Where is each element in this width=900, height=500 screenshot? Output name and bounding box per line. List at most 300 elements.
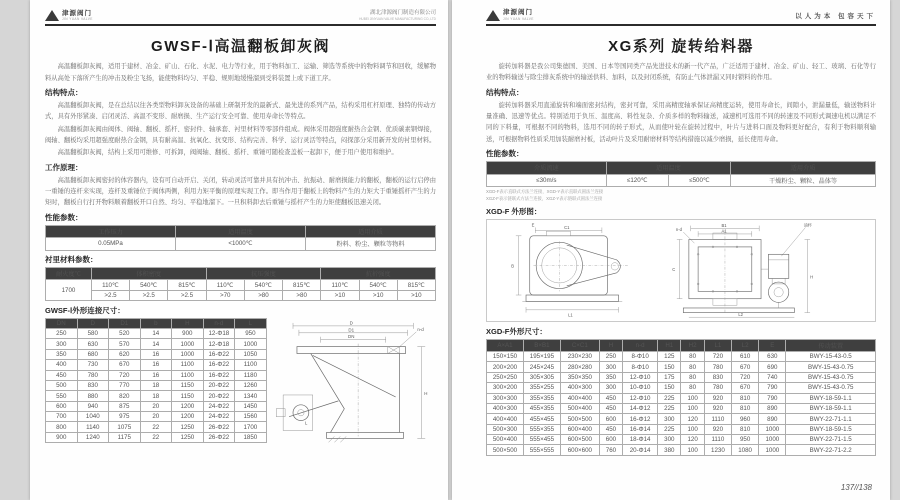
table-cell: 225 — [658, 424, 681, 434]
column-header: H1 — [658, 339, 681, 351]
table-cell: 20-Φ14 — [623, 445, 658, 455]
table-cell: BWY-18-59-1.1 — [786, 393, 876, 403]
table-cell: 1200 — [172, 401, 204, 411]
dim-label-c1: C1 — [564, 225, 570, 231]
table-cell: 1100 — [172, 370, 204, 380]
table-cell: 720 — [109, 370, 141, 380]
column-header: 适用介质 — [306, 225, 436, 237]
right-page-header — [486, 10, 876, 26]
principle-paragraph: 高温翻板卸灰阀密封的体容器内，设有可自动开启、关闭，转动灵活可靠并具有抗冲击、抗振动、耐磨损能力的翻板，翻板的运行启停由一重锤的连杆来实现，连杆及重锤位于阀体两侧，利用力矩平衡的原理实现工作。即当作用于翻板上的物料产生的力矩大于重锤摇杆产生的力矩时，翻板自行打开物料顺着翻板开口自然、均匀、平稳地溜下。一旦积料卸去后重锤与摇杆产生的力矩使翻板迅速关闭。 — [45, 176, 436, 207]
table-cell: 350 — [46, 349, 78, 359]
table-cell: 12-Φ18 — [203, 339, 235, 349]
table-row — [46, 360, 267, 370]
structure-heading: 结构特点： — [45, 88, 83, 98]
table-cell: 1100 — [172, 360, 204, 370]
table-cell: 1000 — [759, 424, 786, 434]
table-row — [487, 362, 876, 372]
table-cell: 670 — [109, 360, 141, 370]
table-cell: 975 — [109, 412, 141, 422]
table-cell: 100 — [681, 403, 704, 413]
column-header: L1 — [704, 339, 731, 351]
table-cell: 555×555 — [523, 445, 560, 455]
table-row — [46, 391, 267, 401]
structure-paragraph: 旋转加料器采用直通旋转和端面密封结构，密封可靠，采用高精度轴承保证高精度运转，使用寿命长，间隙小，泄漏量低，输送物料计量准确、迅速等优点。特别适用于负压、温度高、料性复杂、介质多样的物料输送，减速机可选用不同的转速及不同形式调速电机以满足不同的下料量，可根据不同的物料，选用不同的转子形式，从而使叶轮在旋转过程中，叶片与进料口面及物料更好配合，有利于物料顺利输送，可根据物料性质采用加装耐磨衬板，活动叶片及采用耐磨材料等结构措施以减少磨损，延长使用寿命。 — [486, 101, 876, 143]
table-cell: 干燥粉尘、颗粒、晶体等 — [731, 174, 876, 186]
column-header: H2 — [681, 339, 704, 351]
table-cell: 18 — [140, 391, 172, 401]
brand-name-en: JIN YUAN VALVE — [503, 16, 534, 21]
table-row — [46, 422, 267, 432]
lining-heading: 衬里材料参数： — [45, 255, 98, 265]
table-cell: 300×200 — [487, 383, 524, 393]
table-cell: 120 — [681, 435, 704, 445]
table-cell: 16-Φ22 — [203, 360, 235, 370]
table-cell: 780 — [704, 383, 731, 393]
valve-outline-drawing — [273, 318, 436, 466]
dim-label-nd: n-d — [675, 227, 682, 233]
column-header: 抗压强度 — [206, 268, 321, 280]
company-name: 湖北津源阀门制造有限公司 — [369, 10, 436, 16]
table-cell: 16-Φ22 — [203, 349, 235, 359]
table-cell: 720 — [732, 372, 759, 382]
table-cell: 14 — [140, 329, 172, 339]
table-cell: 100 — [681, 445, 704, 455]
table-cell: >80 — [283, 290, 321, 300]
table-cell: 280×280 — [560, 362, 599, 372]
table-cell: 380 — [658, 445, 681, 455]
oil-cup-label: 油杯 — [803, 222, 812, 228]
dim-label-dn: DN — [347, 333, 355, 339]
table-cell: 1260 — [235, 380, 267, 390]
dim-label-h: H — [810, 274, 814, 280]
table-cell: 150 — [658, 383, 681, 393]
table-cell: 1100 — [235, 360, 267, 370]
table-header-row — [46, 268, 436, 280]
table-cell: 10-Φ10 — [623, 383, 658, 393]
table-cell: 195×195 — [523, 352, 560, 362]
table-cell: 1450 — [235, 401, 267, 411]
table-row — [487, 174, 876, 186]
table-cell: 245×245 — [523, 362, 560, 372]
table-cell: 110℃ — [91, 280, 129, 290]
table-cell: 26-Φ22 — [203, 432, 235, 442]
table-header-row — [46, 225, 436, 237]
table-cell: <1000℃ — [176, 238, 306, 250]
table-cell: 550 — [46, 391, 78, 401]
table-cell: 920 — [704, 403, 731, 413]
table-row — [487, 393, 876, 403]
table-cell: 1000 — [172, 339, 204, 349]
table-cell: 80 — [681, 383, 704, 393]
table-cell: 20 — [140, 412, 172, 422]
table-cell: 1000 — [235, 339, 267, 349]
table-cell: 580 — [77, 329, 109, 339]
table-cell: 80 — [681, 352, 704, 362]
column-header: n-d — [623, 339, 658, 351]
table-cell: >10 — [321, 290, 359, 300]
table-cell: 1700 — [235, 422, 267, 432]
table-cell: 500×500 — [487, 445, 524, 455]
right-page-title: XG系列 旋转给料器 — [608, 38, 754, 55]
table-header-row — [46, 318, 267, 328]
table-cell: 16 — [140, 360, 172, 370]
table-cell: 450 — [599, 424, 622, 434]
table-row — [487, 403, 876, 413]
table-cell: >10 — [359, 290, 397, 300]
table-cell: 500×500 — [560, 414, 599, 424]
table-cell: 500×300 — [487, 424, 524, 434]
table-cell: 100 — [681, 393, 704, 403]
brand-name: 津源阀门 — [62, 9, 92, 17]
table-row — [46, 329, 267, 339]
dim-label-a1: A1 — [721, 228, 727, 234]
column-header: DN — [46, 318, 78, 328]
dim-label-e: E — [531, 222, 535, 228]
table-cell: BWY-15-43-0.75 — [786, 372, 876, 382]
table-cell: BWY-22-71-2.2 — [786, 445, 876, 455]
table-cell: 630 — [77, 339, 109, 349]
table-cell: 1850 — [235, 432, 267, 442]
table-cell: 800 — [46, 422, 78, 432]
table-cell: 8-Φ10 — [623, 362, 658, 372]
table-cell: 250 — [599, 352, 622, 362]
column-header: H — [172, 318, 204, 328]
table-cell: 950 — [732, 435, 759, 445]
table-cell: 520 — [109, 329, 141, 339]
table-row — [46, 370, 267, 380]
table-cell: BWY-22-71-1.5 — [786, 435, 876, 445]
table-cell: 450 — [46, 370, 78, 380]
table-cell: 940 — [77, 401, 109, 411]
table-cell: 1110 — [704, 435, 731, 445]
table-cell: 630 — [759, 352, 786, 362]
table-cell: 150 — [658, 362, 681, 372]
table-cell: 540℃ — [244, 280, 282, 290]
table-cell: 18-Φ14 — [623, 435, 658, 445]
table-cell: 1150 — [172, 391, 204, 401]
column-header: 介质流速 — [487, 162, 607, 174]
column-header: D — [77, 318, 109, 328]
table-cell: 350 — [599, 372, 622, 382]
table-cell: 1075 — [109, 422, 141, 432]
structure-heading: 结构特点： — [486, 87, 524, 97]
table-cell: 230×230 — [560, 352, 599, 362]
outline-heading: XGD-F 外形图： — [486, 207, 542, 217]
column-header: H — [599, 339, 622, 351]
table-cell: >80 — [244, 290, 282, 300]
feeder-drawing-box — [486, 219, 876, 322]
page-left — [30, 0, 448, 500]
principle-heading: 工作原理： — [45, 162, 83, 172]
table-cell: 20-Φ22 — [203, 380, 235, 390]
table-cell: 690 — [759, 362, 786, 372]
flange-note-2: XGZ-F表示链联式方法兰连接，XGZ-Y表示链联式圆法兰连接 — [486, 195, 603, 201]
table-cell: >2.5 — [168, 290, 206, 300]
table-row — [46, 290, 436, 300]
dimensions-heading: XGD-F外形尺寸： — [486, 326, 547, 336]
table-cell: 1175 — [109, 432, 141, 442]
table-cell: 450 — [599, 403, 622, 413]
table-row — [46, 412, 267, 422]
table-cell: 830 — [77, 380, 109, 390]
table-cell: 350×350 — [560, 372, 599, 382]
table-cell: 950 — [235, 329, 267, 339]
table-cell: 22 — [140, 422, 172, 432]
table-cell: 610 — [732, 352, 759, 362]
table-row — [46, 401, 267, 411]
table-cell: 1000 — [172, 349, 204, 359]
table-cell: 720 — [704, 352, 731, 362]
dim-label-c: C — [672, 267, 676, 273]
table-cell: 500×400 — [487, 435, 524, 445]
table-cell: BWY-22-71-1.1 — [786, 414, 876, 424]
slogan-text: 以人为本 包容天下 — [795, 12, 876, 20]
table-cell: 740 — [759, 372, 786, 382]
table-cell: 880 — [77, 391, 109, 401]
right-intro-paragraph: 旋转加料器是我公司集德国、美国、日本等国同类产品先进技术的新一代产品，广泛适用于建材、冶金、矿山、轻工、玻璃、石化等行业的物料输送与除尘排灰系统中的输送供料、加料，以及封闭系统，有防止气体泄漏又同时锁料的作用。 — [486, 63, 876, 82]
table-cell: 250×250 — [487, 372, 524, 382]
table-cell: 670 — [732, 383, 759, 393]
table-cell: 粉料、粉尘、颗粒等物料 — [306, 238, 436, 250]
table-cell: 670 — [732, 362, 759, 372]
column-header: E — [759, 339, 786, 351]
table-cell: 815℃ — [397, 280, 435, 290]
table-cell: 1250 — [172, 432, 204, 442]
column-header: 耐火度℃ — [46, 268, 92, 280]
table-row — [487, 445, 876, 455]
column-header: L — [235, 318, 267, 328]
column-header: 适用温度 — [176, 225, 306, 237]
brand-name-en: JIN YUAN VALVE — [62, 17, 93, 22]
table-cell: 1110 — [704, 414, 731, 424]
table-cell: 12-Φ18 — [203, 329, 235, 339]
performance-heading: 性能参数： — [45, 212, 83, 222]
table-cell: 175 — [658, 372, 681, 382]
table-cell: 300 — [46, 339, 78, 349]
brand-logo — [45, 10, 93, 21]
table-cell: 450 — [599, 393, 622, 403]
structure-paragraph-1: 高温翻板卸灰阀，是在总结以往各类型物料卸灰设备的基础上研制开发的最新式、最先进的系列产品，结构采用杠杆原理、独特的传动方式，具有外形紧凑、启闭灵活、高温不变形、耐磨损、生产运行安全可靠、使用寿命长等特点。 — [45, 102, 436, 121]
page-number: 137//138 — [840, 483, 872, 492]
brand-logo — [486, 10, 534, 21]
table-cell: BWY-18-59-1.5 — [786, 424, 876, 434]
company-name-en: HUBEI JINYUAN VALVE MANUFACTURING CO.,LTD — [359, 17, 436, 22]
table-row — [487, 435, 876, 445]
table-cell: >2.5 — [130, 290, 168, 300]
table-cell: 12-Φ10 — [623, 372, 658, 382]
brand-name: 津源阀门 — [503, 9, 533, 17]
flange-note-1: XGD-F表示直联式方法兰连接，XGD-Y表示直联式圆法兰连接 — [486, 188, 604, 194]
table-cell: 875 — [109, 401, 141, 411]
table-cell: 225 — [658, 403, 681, 413]
table-cell: 555×355 — [523, 424, 560, 434]
table-cell: 600 — [599, 414, 622, 424]
column-header: b — [140, 318, 172, 328]
table-cell: 780 — [77, 370, 109, 380]
table-cell: 1040 — [77, 412, 109, 422]
table-cell: 300 — [658, 414, 681, 424]
table-row — [487, 383, 876, 393]
table-cell: 455×455 — [523, 414, 560, 424]
table-cell: 600×600 — [560, 445, 599, 455]
table-cell: 600×400 — [560, 424, 599, 434]
table-cell: 14-Φ12 — [623, 403, 658, 413]
table-cell: 8-Φ10 — [623, 352, 658, 362]
lining-table — [45, 267, 436, 301]
table-cell: 920 — [704, 424, 731, 434]
table-cell: 300 — [599, 362, 622, 372]
table-cell: 20-Φ22 — [203, 391, 235, 401]
table-cell: 570 — [109, 339, 141, 349]
column-header: D1 — [109, 318, 141, 328]
table-cell: ≤30m/s — [487, 174, 607, 186]
table-cell: 355×355 — [523, 393, 560, 403]
structure-paragraph-2: 高温翻板卸灰阀由阀体、阀轴、翻板、摇杆、密封件、轴承套、衬里材料等零部件组成。阀体采用超强度耐热合金钢、优质碳素钢焊接，阀轴、翻板均采用超强度耐热合金钢，具有耐高温、抗氧化、抗变形、结构完善、科学、运行灵活等特点，闷探部分采用新开发的衬里材料。 — [45, 125, 436, 144]
table-cell: 620 — [109, 349, 141, 359]
table-cell: 16 — [140, 370, 172, 380]
refractoriness-value: 1700 — [46, 280, 92, 301]
table-cell: 300 — [658, 435, 681, 445]
table-cell: 24-Φ22 — [203, 401, 235, 411]
table-cell: BWY-15-43-0.75 — [786, 383, 876, 393]
left-page-title: GWSF-Ⅰ高温翻板卸灰阀 — [151, 38, 330, 56]
table-cell: 400×400 — [560, 393, 599, 403]
table-cell: 300 — [599, 383, 622, 393]
table-cell: 22 — [140, 432, 172, 442]
table-cell: 16-Φ14 — [623, 424, 658, 434]
dim-label-d: D — [349, 320, 353, 326]
table-cell: 760 — [599, 445, 622, 455]
table-cell: BWY-15-43-0.75 — [786, 362, 876, 372]
table-cell: 20 — [140, 401, 172, 411]
table-cell: 12-Φ10 — [623, 393, 658, 403]
column-header: n-d — [203, 318, 235, 328]
table-cell: >70 — [206, 290, 244, 300]
table-cell: 600×500 — [560, 435, 599, 445]
table-cell: 400 — [46, 360, 78, 370]
table-cell: 80 — [681, 372, 704, 382]
table-row — [46, 349, 267, 359]
dimension-table — [45, 318, 267, 444]
table-cell: 770 — [109, 380, 141, 390]
table-row — [487, 352, 876, 362]
table-cell: 1240 — [77, 432, 109, 442]
table-cell: 900 — [172, 329, 204, 339]
column-header: 适用温度 — [606, 162, 730, 174]
table-cell: 1560 — [235, 412, 267, 422]
table-cell: 1140 — [77, 422, 109, 432]
table-cell: 600 — [46, 401, 78, 411]
table-cell: 810 — [732, 393, 759, 403]
table-row — [487, 372, 876, 382]
table-cell: 110℃ — [206, 280, 244, 290]
dimension-table — [486, 339, 876, 456]
table-cell: 150×150 — [487, 352, 524, 362]
dim-label-l2: L2 — [738, 312, 743, 318]
table-cell: 125 — [658, 352, 681, 362]
table-cell: 355×255 — [523, 383, 560, 393]
table-cell: 305×305 — [523, 372, 560, 382]
column-header: L2 — [732, 339, 759, 351]
table-cell: 810 — [732, 403, 759, 413]
table-header-row — [487, 162, 876, 174]
table-cell: 890 — [759, 403, 786, 413]
performance-heading: 性能参数： — [486, 149, 524, 159]
table-cell: 14 — [140, 339, 172, 349]
table-cell: 225 — [658, 393, 681, 403]
table-cell: ≤500℃ — [668, 174, 730, 186]
dim-label-l1: L1 — [568, 312, 573, 318]
column-header: A×A1 — [487, 339, 524, 351]
table-cell: 815℃ — [283, 280, 321, 290]
table-cell: BWY-15-43-0.5 — [786, 352, 876, 362]
column-header: B×B1 — [523, 339, 560, 351]
mountain-logo-icon — [45, 10, 59, 21]
table-cell: 250 — [46, 329, 78, 339]
table-cell: 1150 — [172, 380, 204, 390]
table-cell: 500×400 — [560, 403, 599, 413]
table-row — [46, 380, 267, 390]
table-cell: 1200 — [172, 412, 204, 422]
table-cell: 0.05MPa — [46, 238, 176, 250]
dim-label-b: B — [511, 263, 515, 269]
table-cell: 16-Φ22 — [203, 370, 235, 380]
performance-table — [486, 161, 876, 187]
mountain-logo-icon — [486, 10, 500, 21]
table-cell: 16-Φ12 — [623, 414, 658, 424]
table-cell: 730 — [77, 360, 109, 370]
dim-label-l: L — [304, 420, 307, 426]
table-cell: 120 — [681, 414, 704, 424]
table-cell: 300×300 — [487, 393, 524, 403]
table-cell: 960 — [732, 414, 759, 424]
left-page-header — [45, 10, 436, 26]
column-header: C×C1 — [560, 339, 599, 351]
table-cell: 400×400 — [487, 414, 524, 424]
column-header: 传动装置 — [786, 339, 876, 351]
table-cell: 1250 — [172, 422, 204, 432]
table-header-row — [487, 339, 876, 351]
table-cell: 200×200 — [487, 362, 524, 372]
performance-table — [45, 225, 436, 251]
page-right — [452, 0, 890, 500]
table-row — [487, 414, 876, 424]
table-cell: 110℃ — [321, 280, 359, 290]
table-cell: 540℃ — [359, 280, 397, 290]
table-cell: 1180 — [235, 370, 267, 380]
table-cell: 815℃ — [168, 280, 206, 290]
table-cell: 1000 — [759, 435, 786, 445]
table-cell: 500 — [46, 380, 78, 390]
table-cell: 16 — [140, 349, 172, 359]
table-cell: 700 — [46, 412, 78, 422]
table-cell: 1000 — [759, 445, 786, 455]
dim-label-h: H — [423, 390, 428, 396]
table-cell: 24-Φ22 — [203, 412, 235, 422]
table-cell: >2.5 — [91, 290, 129, 300]
column-header: 体积密度 — [91, 268, 206, 280]
feeder-outline-drawing — [488, 221, 874, 320]
dim-label-b1: B1 — [721, 223, 727, 229]
table-cell: 790 — [759, 383, 786, 393]
table-cell: 920 — [704, 393, 731, 403]
table-cell: 890 — [759, 414, 786, 424]
table-cell: 400×300 — [487, 403, 524, 413]
table-cell: 680 — [77, 349, 109, 359]
table-cell: >10 — [397, 290, 435, 300]
table-cell: 600 — [599, 435, 622, 445]
left-intro-paragraph: 高温翻板卸灰阀，适用于建材、冶金、矿山、石化、水泥、电力等行业，用于物料加工、运输、筛选等系统中的物料调节和回收，缓解物料从高处下落所产生的冲击及粉尘飞扬，能使物料均匀、平稳、规则地缓慢溜到受料装置上或下道工序。 — [45, 63, 436, 82]
